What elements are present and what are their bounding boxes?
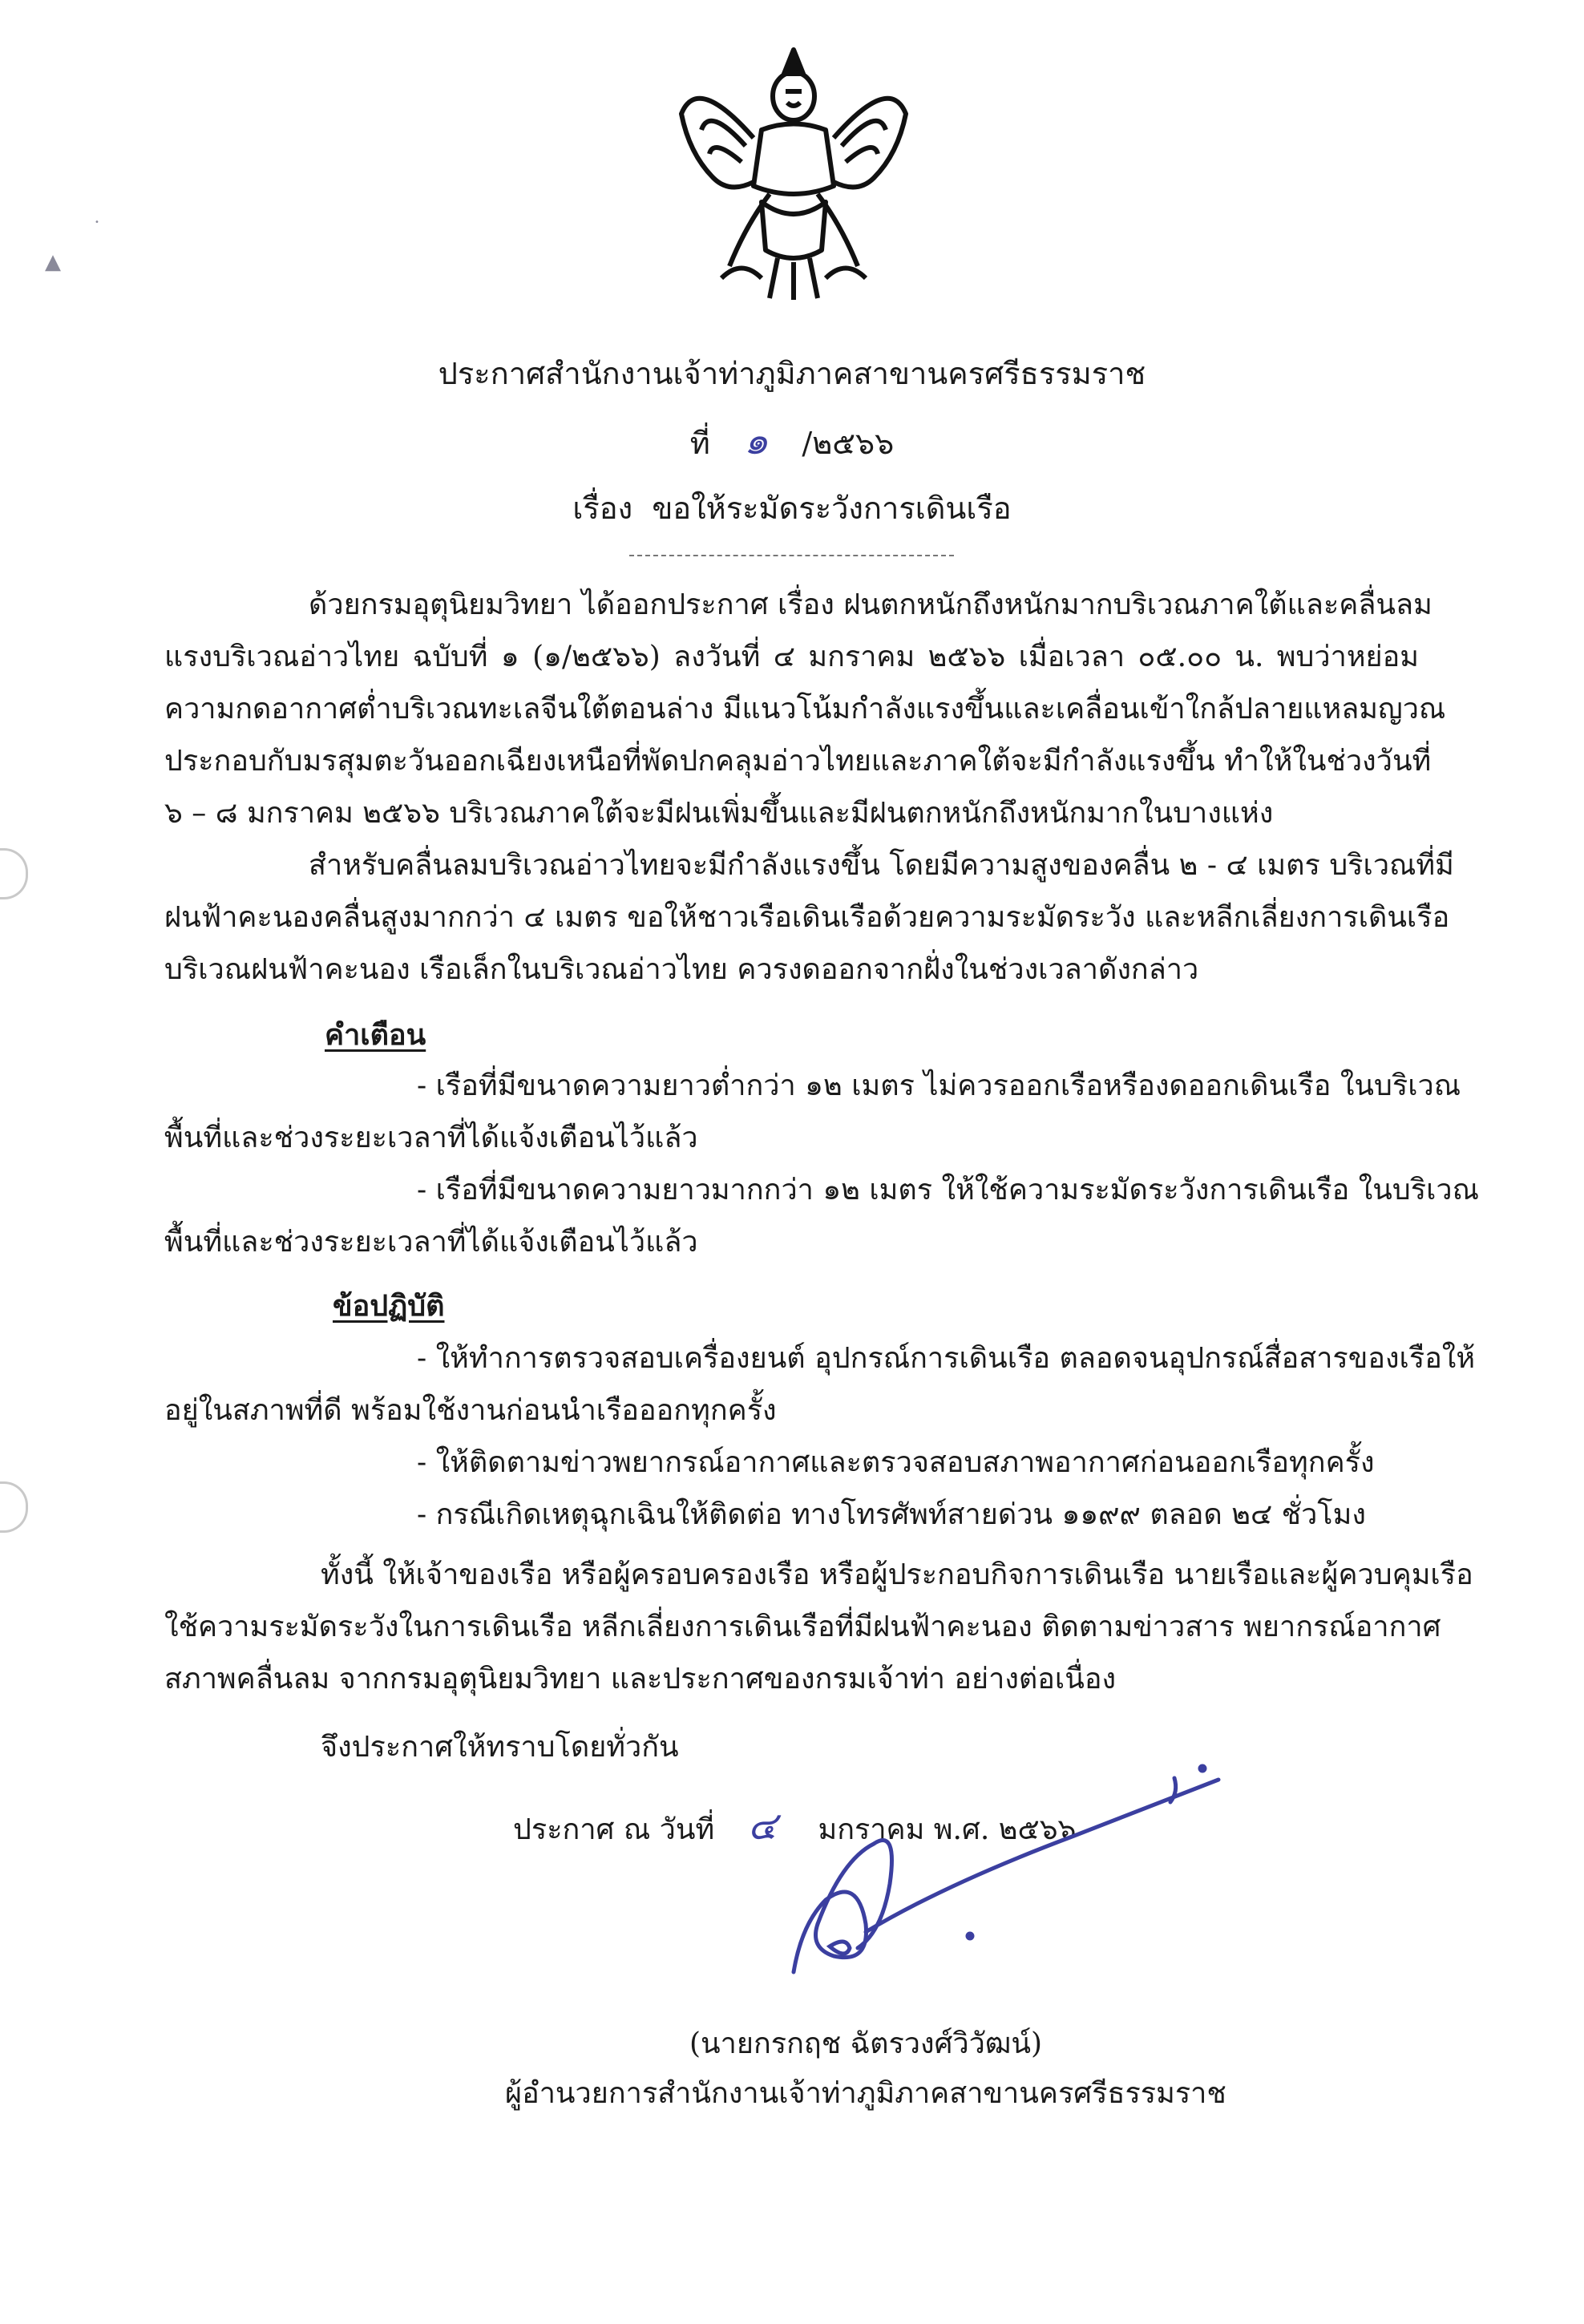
p3-line-3: สภาพคลื่นลม จากกรมอุตุนิยมวิทยา และประกาศของกรมเจ้าท่า อย่างต่อเนื่อง	[164, 1663, 1117, 1696]
warning-2-line-2: พื้นที่และช่วงระยะเวลาที่ได้แจ้งเตือนไว้แล้ว	[164, 1226, 698, 1259]
p3-line-1: ทั้งนี้ ให้เจ้าของเรือ หรือผู้ครอบครองเรือ หรือผู้ประกอบกิจการเดินเรือ นายเรือและผู้ควบคุมเรือ	[321, 1558, 1473, 1591]
announcement-subject	[0, 483, 1584, 532]
p1-line-2: แรงบริเวณอ่าวไทย ฉบับที่ ๑ (๑/๒๕๖๖) ลงวันที่ ๔ มกราคม ๒๕๖๖ เมื่อเวลา ๐๕.๐๐ น. พบว่าหย่อม	[164, 641, 1419, 673]
subject-label: เรื่อง	[572, 491, 633, 526]
practice-heading: ข้อปฏิบัติ	[333, 1289, 445, 1323]
announcement-title: ประกาศสำนักงานเจ้าท่าภูมิภาคสาขานครศรีธรรมราช	[438, 356, 1146, 391]
scan-mark: ▲	[45, 250, 61, 274]
p1-line-4: ประกอบกับมรสุมตะวันออกเฉียงเหนือที่พัดปกคลุมอ่าวไทยและภาคใต้จะมีกำลังแรงขึ้น ทำให้ในช่วงวันที่	[164, 745, 1432, 778]
p3-line-2: ใช้ความระมัดระวังในการเดินเรือ หลีกเลี่ยงการเดินเรือที่มีฝนฟ้าคะนอง ติดตามข่าวสาร พยากรณ์อากาศ	[164, 1611, 1441, 1643]
practice-1-line-1: - ให้ทำการตรวจสอบเครื่องยนต์ อุปกรณ์การเดินเรือ ตลอดจนอุปกรณ์สื่อสารของเรือให้	[417, 1342, 1476, 1375]
warning-2-line-1: - เรือที่มีขนาดความยาวมากกว่า ๑๒ เมตร ให้ใช้ความระมัดระวังการเดินเรือ ในบริเวณ	[417, 1174, 1479, 1206]
p2-line-1: สำหรับคลื่นลมบริเวณอ่าวไทยจะมีกำลังแรงขึ้น โดยมีความสูงของคลื่น ๒ - ๔ เมตร บริเวณที่มี	[309, 849, 1454, 882]
number-handwritten: ๑	[743, 418, 769, 463]
punch-hole-bottom	[0, 1481, 28, 1533]
number-suffix: /๒๕๖๖	[802, 426, 895, 461]
p2-line-3: บริเวณฝนฟ้าคะนอง เรือเล็กในบริเวณอ่าวไทย ควรงดออกจากฝั่งในช่วงเวลาดังกล่าว	[164, 953, 1199, 986]
signer-name: (นายกรกฤช ฉัตรวงศ์วิวัฒน์)	[689, 2027, 1043, 2060]
punch-hole-top	[0, 848, 28, 899]
p1-line-1: ด้วยกรมอุตุนิยมวิทยา ได้ออกประกาศ เรื่อง ฝนตกหนักถึงหนักมากบริเวณภาคใต้และคลื่นลม	[309, 588, 1432, 621]
header-divider	[629, 555, 954, 556]
date-rest: มกราคม พ.ศ. ๒๕๖๖	[818, 1813, 1077, 1846]
date-day-handwritten: ๔	[747, 1804, 778, 1849]
scan-dot: •	[95, 218, 99, 227]
warning-heading: คำเตือน	[325, 1018, 426, 1052]
practice-1-line-2: อยู่ในสภาพที่ดี พร้อมใช้งานก่อนนำเรือออกทุกครั้ง	[164, 1394, 777, 1427]
garuda-emblem-icon	[665, 42, 922, 306]
p1-line-3: ความกดอากาศต่ำบริเวณทะเลจีนใต้ตอนล่าง มีแนวโน้มกำลังแรงขึ้นและเคลื่อนเข้าใกล้ปลายแหลมญวณ	[164, 693, 1446, 725]
number-label: ที่	[689, 426, 710, 461]
warning-1-line-1: - เรือที่มีขนาดความยาวต่ำกว่า ๑๒ เมตร ไม่ควรออกเรือหรืองดออกเดินเรือ ในบริเวณ	[417, 1069, 1461, 1102]
subject-text: ขอให้ระมัดระวังการเดินเรือ	[652, 491, 1012, 526]
signature-icon	[770, 1764, 1234, 1996]
practice-2: - ให้ติดตามข่าวพยากรณ์อากาศและตรวจสอบสภาพอากาศก่อนออกเรือทุกครั้ง	[417, 1446, 1375, 1479]
announcement-number	[0, 410, 1584, 471]
signer-position: ผู้อำนวยการสำนักงานเจ้าท่าภูมิภาคสาขานครศรีธรรมราช	[505, 2077, 1226, 2110]
p1-line-5: ๖ – ๘ มกราคม ๒๕๖๖ บริเวณภาคใต้จะมีฝนเพิ่มขึ้นและมีฝนตกหนักถึงหนักมากในบางแห่ง	[164, 797, 1274, 830]
closing-line: จึงประกาศให้ทราบโดยทั่วกัน	[321, 1731, 679, 1764]
p2-line-2: ฝนฟ้าคะนองคลื่นสูงมากกว่า ๔ เมตร ขอให้ชาวเรือเดินเรือด้วยความระมัดระวัง และหลีกเลี่ยงการเดินเรือ	[164, 901, 1450, 934]
warning-1-line-2: พื้นที่และช่วงระยะเวลาที่ได้แจ้งเตือนไว้แล้ว	[164, 1122, 698, 1154]
date-prefix: ประกาศ ณ วันที่	[513, 1813, 715, 1846]
practice-3: - กรณีเกิดเหตุฉุกเฉินให้ติดต่อ ทางโทรศัพท์สายด่วน ๑๑๙๙ ตลอด ๒๔ ชั่วโมง	[417, 1498, 1366, 1531]
